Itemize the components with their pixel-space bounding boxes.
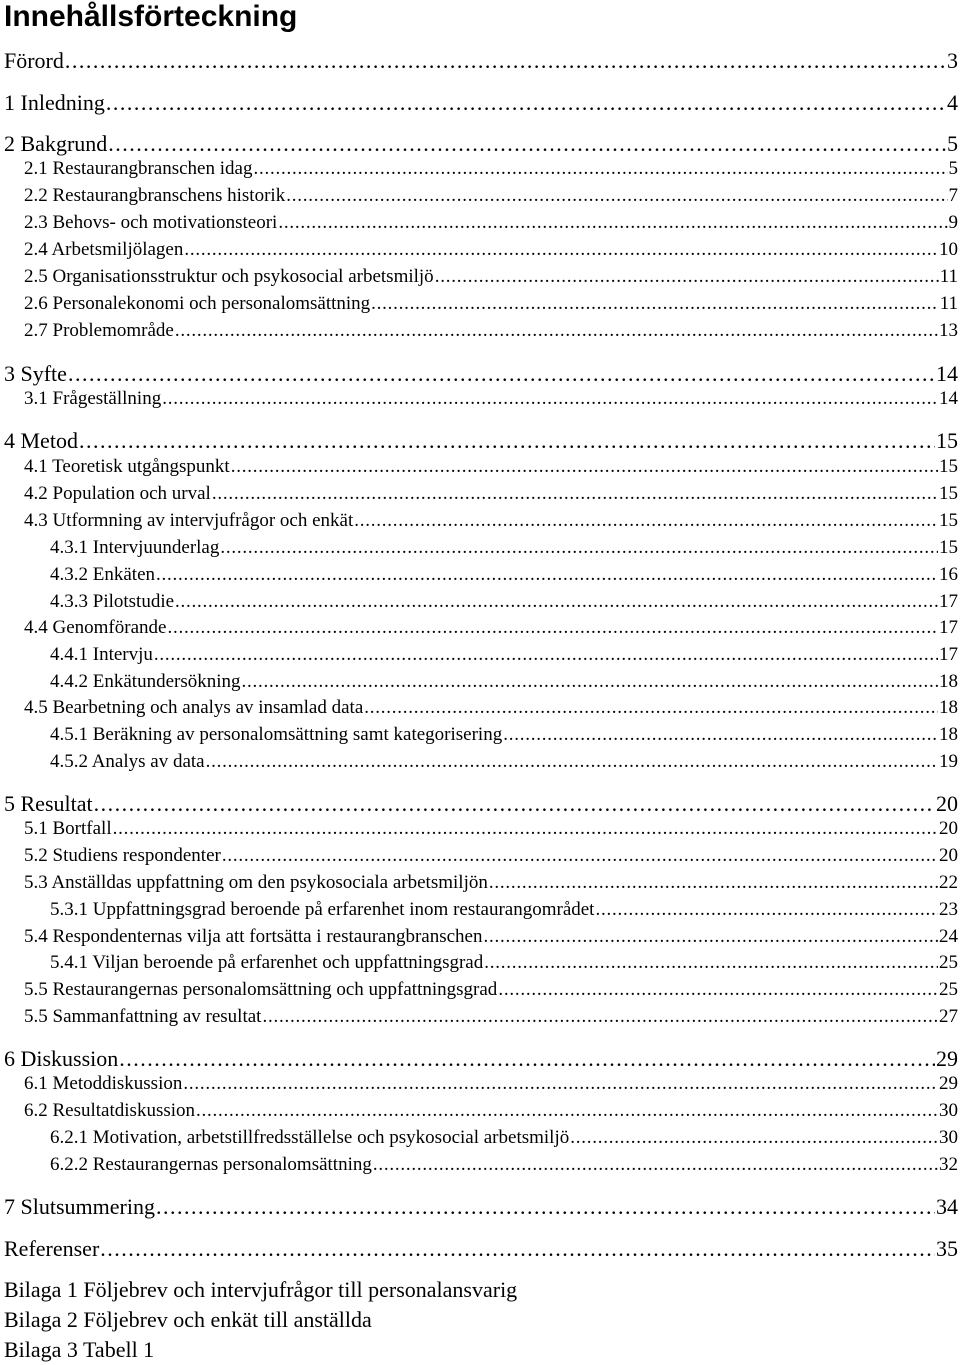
toc-entry-page-number: 18 <box>939 671 958 692</box>
toc-entry-title: 6.2.2 Restaurangernas personalomsättning <box>50 1154 372 1175</box>
dot-leader <box>484 926 939 948</box>
dot-leader <box>435 266 939 288</box>
toc-entry-page-number: 11 <box>939 293 958 314</box>
toc-entry-page-number: 32 <box>939 1154 958 1175</box>
toc-entry[interactable] <box>50 724 958 751</box>
toc-entry-page-number: 20 <box>936 791 958 816</box>
dot-leader <box>371 293 939 315</box>
toc-entry-page-number: 14 <box>939 388 958 409</box>
toc-entry-page-number: 5 <box>948 158 958 179</box>
toc-entry-page-number: 22 <box>939 872 958 893</box>
toc-entry-title: 2.3 Behovs- och motivationsteori <box>24 212 278 233</box>
toc-entry[interactable] <box>24 212 958 239</box>
toc-entry-title: 6 Diskussion <box>4 1046 119 1071</box>
dot-leader <box>162 388 938 410</box>
toc-entry[interactable] <box>24 979 958 1006</box>
toc-entry-title: 4.3.1 Intervjuunderlag <box>50 537 220 558</box>
toc-entry-title: 2.6 Personalekonomi och personalomsättning <box>24 293 371 314</box>
dot-leader <box>100 1236 935 1262</box>
toc-entry-title: 5.3.1 Uppfattningsgrad beroende på erfarenhet inom restaurangområdet <box>50 899 595 920</box>
toc-entry-title: 5.1 Bortfall <box>24 818 112 839</box>
toc-entry[interactable] <box>24 1073 958 1100</box>
dot-leader <box>484 952 938 974</box>
toc-entry-title: 4.3.3 Pilotstudie <box>50 591 175 612</box>
toc-entry[interactable] <box>24 1006 958 1033</box>
toc-entry[interactable] <box>50 751 958 778</box>
toc-entry[interactable] <box>24 926 958 953</box>
dot-leader <box>278 212 947 234</box>
toc-entry-title: 5.5 Sammanfattning av resultat <box>24 1006 262 1027</box>
toc-entry-title: 2.1 Restaurangbranschen idag <box>24 158 253 179</box>
dot-leader <box>503 724 938 746</box>
dot-leader <box>183 1073 938 1095</box>
toc-entry-page-number: 23 <box>939 899 958 920</box>
toc-entry[interactable] <box>4 90 958 117</box>
dot-leader <box>212 483 938 505</box>
toc-entry[interactable] <box>50 899 958 926</box>
dot-leader <box>175 320 938 342</box>
toc-entry-page-number: 5 <box>947 131 958 156</box>
toc-entry-title: 4.5 Bearbetning och analys av insamlad data <box>24 697 364 718</box>
toc-entry-title: 4.2 Population och urval <box>24 483 211 504</box>
toc-entry-title: 4.3.2 Enkäten <box>50 564 156 585</box>
toc-entry-title: 5.5 Restaurangernas personalomsättning och uppfattningsgrad <box>24 979 498 1000</box>
toc-entry-page-number: 35 <box>936 1236 958 1261</box>
toc-entry-title: Referenser <box>4 1236 100 1261</box>
toc-entry-page-number: 34 <box>936 1194 958 1219</box>
toc-entry-page-number: 29 <box>936 1046 958 1071</box>
toc-entry-title: 3 Syfte <box>4 361 67 386</box>
toc-entry[interactable] <box>4 1194 958 1221</box>
toc-entry[interactable] <box>24 617 958 644</box>
toc-entry-title: 4.4 Genomförande <box>24 617 167 638</box>
dot-leader <box>108 131 946 157</box>
dot-leader <box>570 1127 938 1149</box>
dot-leader <box>156 564 938 586</box>
dot-leader <box>595 899 938 921</box>
toc-entry-title: 4.5.1 Beräkning av personalomsättning samt kategorisering <box>50 724 503 745</box>
toc-entry[interactable] <box>24 845 958 872</box>
toc-entry-title: 6.1 Metoddiskussion <box>24 1073 183 1094</box>
toc-entry[interactable] <box>4 48 958 75</box>
toc-entry-title: 4.1 Teoretisk utgångspunkt <box>24 456 230 477</box>
toc-entry[interactable] <box>24 239 958 266</box>
dot-leader <box>222 845 938 867</box>
toc-entry[interactable] <box>24 293 958 320</box>
toc-entry[interactable] <box>50 591 958 618</box>
toc-entry-page-number: 25 <box>939 952 958 973</box>
toc-entry[interactable] <box>50 564 958 591</box>
toc-entry-page-number: 9 <box>948 212 958 233</box>
toc-entry[interactable] <box>24 320 958 347</box>
dot-leader <box>113 818 938 840</box>
toc-entry-title: 4.5.2 Analys av data <box>50 751 205 772</box>
toc-entry-page-number: 30 <box>939 1127 958 1148</box>
toc-entry-title: 2.7 Problemområde <box>24 320 174 341</box>
toc-entry-page-number: 4 <box>947 90 958 115</box>
toc-entry-title: 4 Metod <box>4 428 78 453</box>
toc-entry-page-number: 18 <box>939 724 958 745</box>
toc-entry-title: 5.2 Studiens respondenter <box>24 845 221 866</box>
dot-leader <box>489 872 938 894</box>
dot-leader <box>206 751 938 773</box>
toc-entry[interactable] <box>50 1127 958 1154</box>
toc-entry[interactable] <box>24 158 958 185</box>
toc-entry-title: 4.4.2 Enkätundersökning <box>50 671 241 692</box>
toc-entry[interactable] <box>24 266 958 293</box>
toc-entry-title: 4.3 Utformning av intervjufrågor och enkät <box>24 510 354 531</box>
toc-entry-page-number: 17 <box>939 591 958 612</box>
dot-leader <box>262 1006 938 1028</box>
dot-leader <box>231 456 938 478</box>
toc-entry-title: 5 Resultat <box>4 791 93 816</box>
toc-entry-page-number: 17 <box>939 644 958 665</box>
toc-entry[interactable] <box>24 456 958 483</box>
toc-entry-title: 2.5 Organisationsstruktur och psykosocial arbetsmiljö <box>24 266 434 287</box>
toc-entry-title: 4.4.1 Intervju <box>50 644 153 665</box>
dot-leader <box>106 90 946 116</box>
toc-entry-page-number: 27 <box>939 1006 958 1027</box>
dot-leader <box>167 617 938 639</box>
dot-leader <box>154 644 938 666</box>
dot-leader <box>373 1154 938 1176</box>
dot-leader <box>119 1046 935 1072</box>
dot-leader <box>498 979 938 1001</box>
toc-entry-page-number: 7 <box>948 185 958 206</box>
toc-entry-page-number: 24 <box>939 926 958 947</box>
toc-entry-page-number: 11 <box>939 266 958 287</box>
toc-entry[interactable] <box>4 361 958 388</box>
toc-entry[interactable] <box>4 428 958 455</box>
toc-entry-page-number: 17 <box>939 617 958 638</box>
dot-leader <box>242 671 938 693</box>
toc-entry[interactable] <box>50 952 958 979</box>
toc-entry-title: 3.1 Frågeställning <box>24 388 162 409</box>
toc-entry-page-number: 29 <box>939 1073 958 1094</box>
dot-leader <box>354 510 938 532</box>
toc-entry-title: 1 Inledning <box>4 90 105 115</box>
toc-entry[interactable] <box>50 644 958 671</box>
dot-leader <box>184 239 938 261</box>
appendix-item: Bilaga 1 Följebrev och intervjufrågor till personalansvarig <box>4 1277 518 1302</box>
dot-leader <box>175 591 938 613</box>
page-title: Innehållsförteckning <box>4 0 298 33</box>
toc-entry-title: 2.4 Arbetsmiljölagen <box>24 239 184 260</box>
appendix-item: Bilaga 2 Följebrev och enkät till anställda <box>4 1307 372 1332</box>
dot-leader <box>65 48 946 74</box>
toc-entry-page-number: 14 <box>936 361 958 386</box>
toc-entry[interactable] <box>24 1100 958 1127</box>
dot-leader <box>364 697 938 719</box>
appendix-item: Bilaga 3 Tabell 1 <box>4 1337 155 1362</box>
dot-leader <box>79 428 935 454</box>
toc-entry-page-number: 30 <box>939 1100 958 1121</box>
toc-entry-page-number: 3 <box>947 48 958 73</box>
toc-entry-title: 5.3 Anställdas uppfattning om den psykosociala arbetsmiljön <box>24 872 488 893</box>
dot-leader <box>156 1194 935 1220</box>
toc-entry-page-number: 20 <box>939 845 958 866</box>
dot-leader <box>286 185 947 207</box>
toc-entry[interactable] <box>24 872 958 899</box>
toc-entry-title: Förord <box>4 48 64 73</box>
toc-entry-title: 6.2.1 Motivation, arbetstillfredsställelse och psykosocial arbetsmiljö <box>50 1127 570 1148</box>
dot-leader <box>253 158 947 180</box>
toc-entry-title: 7 Slutsummering <box>4 1194 155 1219</box>
toc-entry[interactable] <box>50 537 958 564</box>
toc-entry[interactable] <box>24 388 958 415</box>
toc-entry-page-number: 15 <box>939 537 958 558</box>
toc-entry-page-number: 15 <box>939 510 958 531</box>
toc-entry[interactable] <box>24 510 958 537</box>
toc-entry-page-number: 18 <box>939 697 958 718</box>
toc-entry-page-number: 16 <box>939 564 958 585</box>
toc-entry-title: 6.2 Resultatdiskussion <box>24 1100 196 1121</box>
toc-entry-page-number: 10 <box>939 239 958 260</box>
toc-entry-page-number: 20 <box>939 818 958 839</box>
toc-entry-title: 5.4 Respondenternas vilja att fortsätta i restaurangbranschen <box>24 926 483 947</box>
toc-entry-page-number: 15 <box>939 456 958 477</box>
toc-entry[interactable] <box>24 483 958 510</box>
toc-entry-page-number: 15 <box>939 483 958 504</box>
dot-leader <box>196 1100 938 1122</box>
toc-entry[interactable] <box>24 818 958 845</box>
toc-entry[interactable] <box>4 1236 958 1263</box>
toc-entry-page-number: 13 <box>939 320 958 341</box>
dot-leader <box>94 791 935 817</box>
toc-entry[interactable] <box>4 131 958 158</box>
toc-entry[interactable] <box>4 1046 958 1073</box>
toc-entry-title: 2.2 Restaurangbranschens historik <box>24 185 286 206</box>
toc-entry-page-number: 25 <box>939 979 958 1000</box>
toc-entry[interactable] <box>24 185 958 212</box>
dot-leader <box>68 361 935 387</box>
dot-leader <box>220 537 938 559</box>
toc-entry-page-number: 19 <box>939 751 958 772</box>
toc-entry[interactable] <box>24 697 958 724</box>
toc-entry-page-number: 15 <box>936 428 958 453</box>
toc-entry[interactable] <box>50 1154 958 1181</box>
toc-entry[interactable] <box>4 791 958 818</box>
toc-entry-title: 2 Bakgrund <box>4 131 108 156</box>
toc-entry-title: 5.4.1 Viljan beroende på erfarenhet och uppfattningsgrad <box>50 952 484 973</box>
toc-entry[interactable] <box>50 671 958 698</box>
